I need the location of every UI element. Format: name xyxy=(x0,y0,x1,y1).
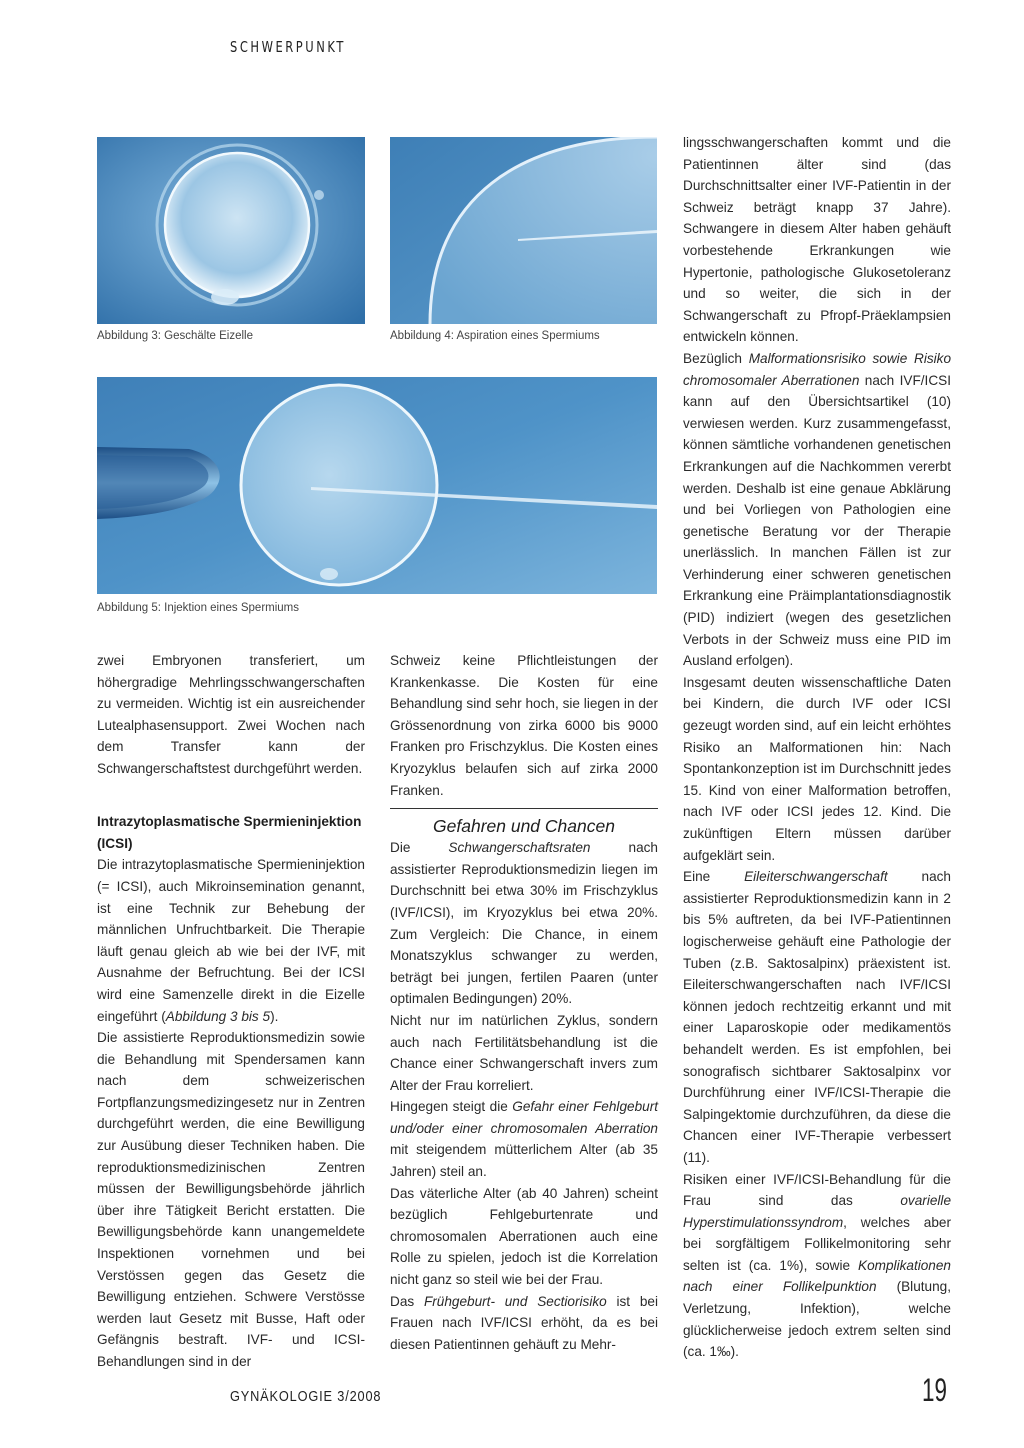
col1-paragraph-1: zwei Embryonen transferiert, um höhergradige Mehrlingsschwangerschaften zu vermeiden. Wichtig ist ein ausreichender Lutealphasensupport. Zwei Wochen nach dem Transfer kann der Schwangerschaftstest durchgeführt werden. xyxy=(97,653,365,776)
col2-paragraph-2: Die Schwangerschaftsraten nach assistierter Reproduktionsmedizin liegen im Durchschnitt bei etwa 30% im Frischzyklus (IVF/ICSI), im Kryozyklus bei etwa 20%. Zum Vergleich: Die Chance, in einem Monatszyklus schwanger zu werden, beträgt bei jungen, fertilen Paaren (unter optimalen Bedingungen) 20%. xyxy=(390,840,658,1007)
col2-paragraph-5: Das väterliche Alter (ab 40 Jahren) scheint bezüglich Fehlgeburtenrate und chromosomalen Aberrationen auch eine Rolle zu spielen, jedoch ist die Korrelation nicht ganz so steil wie bei der Frau. xyxy=(390,1185,658,1288)
figure-3-image xyxy=(97,137,365,324)
col2-paragraph-6: Das Frühgeburt- und Sectiorisiko ist bei Frauen nach IVF/ICSI erhöht, da es bei diesen Patientinnen gehäuft zu Mehr- xyxy=(390,1293,659,1352)
journal-footer: GYNÄKOLOGIE 3/2008 xyxy=(230,1388,382,1405)
figure-reference: Abbildung 3 bis 5 xyxy=(165,1008,271,1024)
col3-paragraph-3: Insgesamt deuten wissenschaftliche Daten bei Kindern, die durch IVF oder ICSI gezeugt worden sind, auf ein leicht erhöhtes Risiko an Malformationen hin: Nach Spontankonzeption ist im Durchschnitt jedes 15. Kind von einer Malformation betroffen, nach IVF oder ICSI jedes 12. Kind. Die zukünftigen Eltern müssen darüber aufgeklärt sein. xyxy=(683,674,951,863)
col2-paragraph-3: Nicht nur im natürlichen Zyklus, sondern auch nach Fertilitätsbehandlung ist die Chance einer Schwangerschaft invers zum Alter der Frau korreliert. xyxy=(390,1012,658,1093)
col3-paragraph-1: lingsschwangerschaften kommt und die Patientinnen älter sind (das Durchschnittsalter einer IVF-Patientin in der Schweiz beträgt knapp 37 Jahre). Schwangere in diesem Alter haben gehäuft vorbestehende Erkrankungen wie Hypertonie, pathologische Glukosetoleranz und so weiter, die sich in der Schwangerschaft zu Pfropf-Präeklampsien entwickeln können. xyxy=(683,135,951,345)
figure-4-caption: Abbildung 4: Aspiration eines Spermiums xyxy=(390,330,600,342)
col1-paragraph-3: Die assistierte Reproduktionsmedizin sowie die Behandlung mit Spendersamen kann nach dem schweizerischen Fortpflanzungsmedizingesetz nur in Zentren durchgeführt werden, die eine Bewilligung zur Ausübung dieser Techniken haben. Die reproduktionsmedizinischen Zentren müssen der Bewilligungsbehörde jährlich über ihre Tätigkeit Bericht erstatten. Die Bewilligungsbehörde kann unangemeldete Inspektionen vornehmen und bei Verstössen gegen das Gesetz die Bewilligung entziehen. Schwere Verstösse werden laut Gesetz mit Busse, Haft oder Gefängnis bestraft. IVF- und ICSI-Behandlungen sind in der xyxy=(97,1030,365,1369)
col2-paragraph-4: Hingegen steigt die Gefahr einer Fehlgeburt und/oder einer chromosomalen Aberration mit steigendem mütterlichem Alter (ab 35 Jahren) steil an. xyxy=(390,1099,658,1180)
col2-paragraph-1: Schweiz keine Pflichtleistungen der Krankenkasse. Die Kosten für eine Behandlung sind sehr hoch, sie liegen in der Grössenordnung von zirka 6000 bis 9000 Franken pro Frischzyklus. Die Kosten eines Kryozyklus belaufen sich auf zirka 2000 Franken. xyxy=(390,653,658,798)
text-column-2 xyxy=(390,650,658,1355)
text-column-1 xyxy=(97,650,365,1373)
figure-4-image xyxy=(390,137,657,324)
col3-paragraph-5: Risiken einer IVF/ICSI-Behandlung für die Frau sind das ovarielle Hyperstimulationssyndrom, welches aber bei sorgfältigem Follikelmonitoring sehr selten ist (ca. 1%), sowie Komplikationen nach einer Follikelpunktion (Blutung, Verletzung, Infektion), welche glücklicherweise jedoch extrem selten sind (ca. 1‰). xyxy=(683,1171,951,1360)
col1-paragraph-2: Die intrazytoplasmatische Spermieninjektion (= ICSI), auch Mikroinsemination genannt, ist eine Technik zur Behebung der männlichen Unfruchtbarkeit. Die Therapie läuft genau gleich ab wie bei der IVF, mit Ausnahme der Befruchtung. Bei der ICSI wird eine Samenzelle direkt in die Eizelle eingeführt (Abbildung 3 bis 5). xyxy=(97,857,365,1024)
col3-paragraph-4: Eine Eileiterschwangerschaft nach assistierter Reproduktionsmedizin kann in 2 bis 5% auftreten, da bei IVF-Patientinnen logischerweise gehäuft eine Pathologie der Tuben (z.B. Saktosalpinx) präexistent ist. Eileiterschwangerschaften nach IVF/ICSI können jedoch rechtzeitig erkannt und mit einer Laparoskopie oder medikamentös behandelt werden. Es ist empfohlen, bei sonografisch sichtbarer Saktosalpinx vor Durchführung einer IVF/ICSI-Therapie die Salpingektomie durchzuführen, da diese die Chancen einer IVF-Therapie verbessert (11). xyxy=(683,869,951,1165)
page-number: 19 xyxy=(922,1372,947,1408)
figure-5-caption: Abbildung 5: Injektion eines Spermiums xyxy=(97,602,300,614)
risks-section-heading: Gefahren und Chancen xyxy=(390,808,658,837)
figure-3-caption: Abbildung 3: Geschälte Eizelle xyxy=(97,330,253,342)
figure-5-image xyxy=(97,377,657,594)
section-header: SCHWERPUNKT xyxy=(230,38,346,56)
col3-paragraph-2: Bezüglich Malformationsrisiko sowie Risiko chromosomaler Aberrationen nach IVF/ICSI kann auf den Übersichtsartikel (10) verwiesen werden. Kurz zusammengefasst, können sämtliche vorhandenen genetischen Erkrankungen auf die Nachkommen vererbt werden. Deshalb ist eine genaue Abklärung und bei Vorliegen von Pathologien eine genetische Beratung vor der Therapie unerlässlich. In manchen Fällen ist zur Verhinderung einer schweren genetischen Erkrankung eine Präimplantationsdiagnostik (PID) indiziert (wegen des gesetzlichen Verbots in der Schweiz muss eine PID im Ausland erfolgen). xyxy=(683,350,952,669)
icsi-heading: Intrazytoplasmatische Spermieninjektion (ICSI) xyxy=(97,814,362,851)
text-column-3 xyxy=(683,132,951,1363)
